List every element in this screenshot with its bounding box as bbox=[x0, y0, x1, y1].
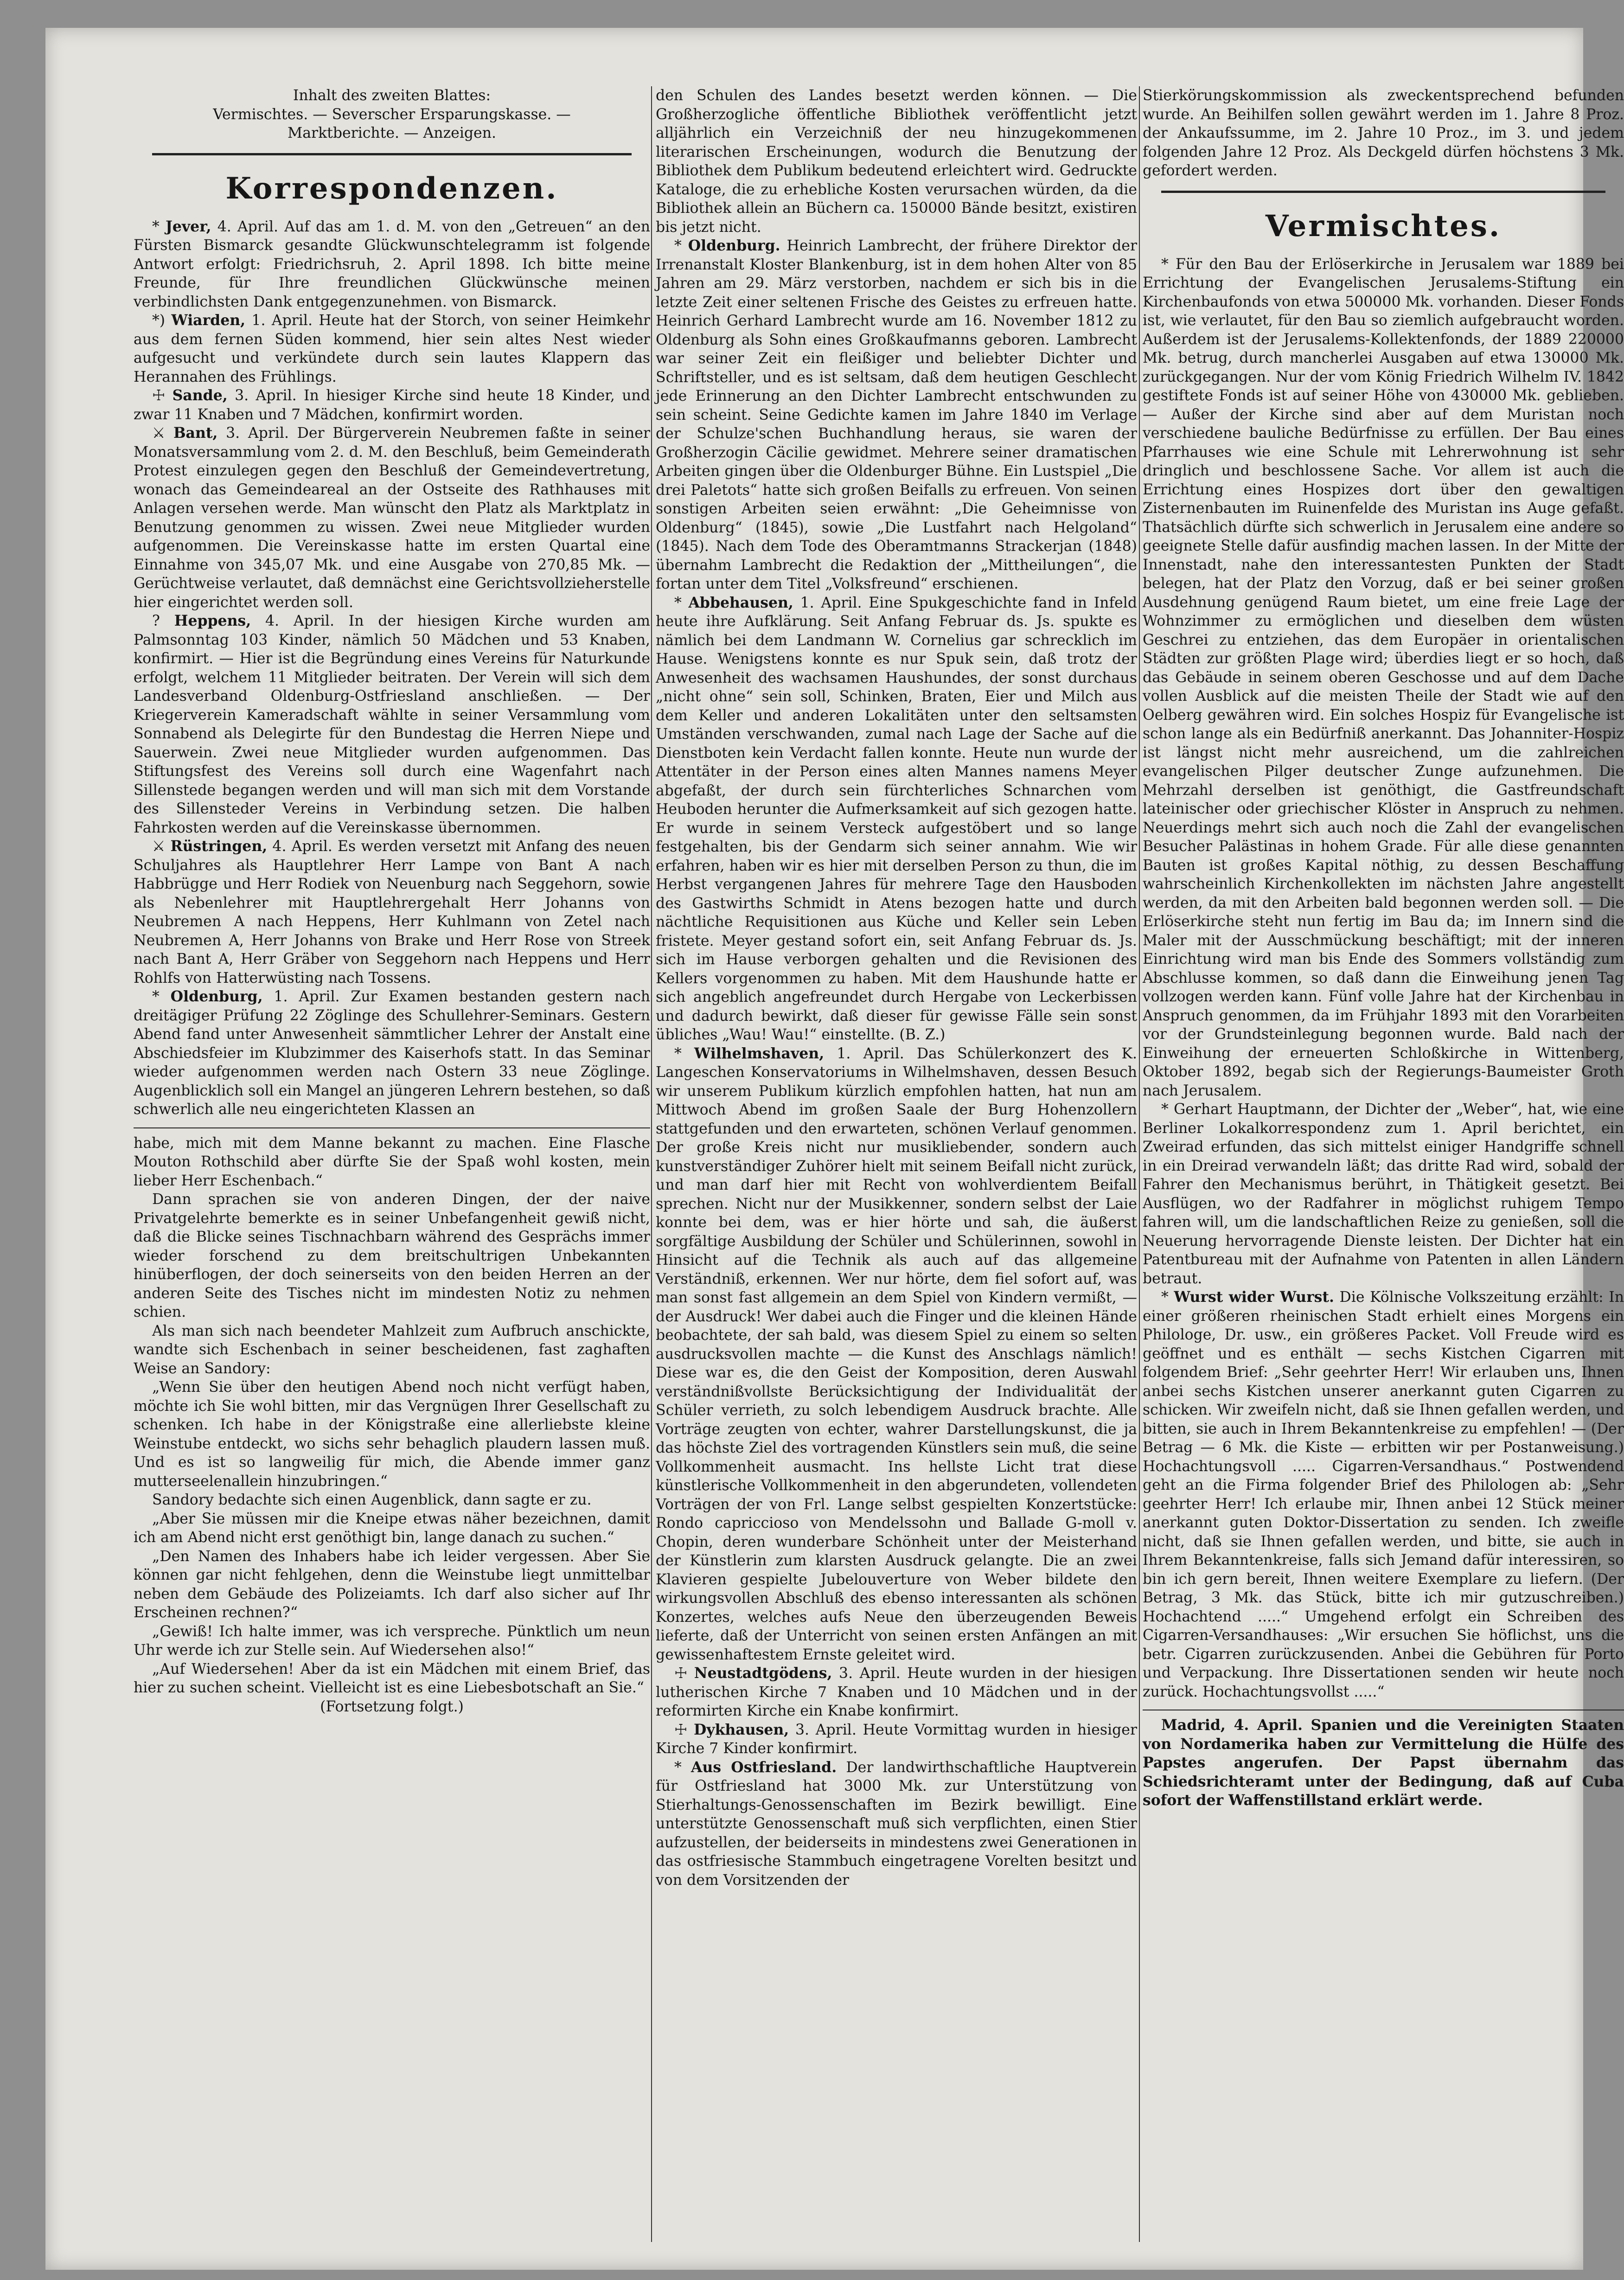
article-neustadtgoedens-text: 3. April. Heute wurden in der hiesigen lutherischen Kirche 7 Knaben und 10 Mädchen und in der reformirten Kirche ein Knabe konfirmirt. bbox=[656, 1665, 1138, 1719]
section-heading-korrespondenzen: Korrespondenzen. bbox=[225, 171, 558, 206]
feuilleton-paragraph: „Den Namen des Inhabers habe ich leider vergessen. Aber Sie können gar nicht fehlgehen, denn die Weinstube liegt unmittelbar neben dem Gebäude des Polizeiamts. Ich darf also sicher auf Ihr Erscheinen rechnen?“ bbox=[134, 1548, 650, 1621]
article-ostfriesland-text: Der landwirthschaftliche Hauptverein für Ostfriesland hat 3000 Mk. zur Unterstützung von Stierhaltungs-Genossenschaften im Bezirk bewilligt. Eine unterstützte Genossenschaft muß sich verpflichten, einen Stier aufzustellen, der beiderseits in mindestens zwei Generationen in das ostfriesische Stammbuch eingetragene Vorelten besitzt und von dem Vorsitzenden der bbox=[656, 1759, 1138, 1889]
article-ruestringen-text: 4. April. Es werden versetzt mit Anfang des neuen Schuljahres als Hauptlehrer Herr Lampe von Bant A nach Habbrügge und Herr Rodiek von Neuenburg nach Seggehorn, sowie als Nebenlehrer mit Hauptlehrergehalt Herr Johanns von Neubremen A nach Heppens, Herr Kuhlmann von Zetel nach Neubremen A, Herr Johanns von Brake und Herr Rose von Streek nach Bant A, Herr Gräber von Seggehorn nach Heppens und Herr Rohlfs von Hatterwüsting nach Tossens. bbox=[134, 838, 650, 986]
article-erloeserkirche: * Für den Bau der Erlöserkirche in Jerusalem war 1889 bei Errichtung der Evangelischen Jerusalems-Stiftung ein Kirchenbaufonds von etwa 500000 Mk. vorhanden. Dieser Fonds ist, wie verlautet, für den Bau so ziemlich aufgebraucht worden. Außerdem ist der Jerusalems-Kollektenfonds, der 1889 220000 Mk. betrug, durch mancherlei Ausgaben auf etwa 130000 Mk. zurückgegangen. Nur der vom König Friedrich Wilhelm IV. 1842 gestiftete Fonds ist auf seiner Höhe von 430000 Mk. geblieben. — Außer der Kirche sind aber auf dem Muristan noch verschiedene bauliche Bedürfnisse zu erfüllen. Der Bau eines Pfarrhauses wie eine Schule mit Lehrerwohnung ist sehr dringlich und beschlossene Sache. Vor allem ist auch die Errichtung eines Hospizes dort über den gewaltigen Zisternenbauten im Ruinenfelde des Muristan ins Auge gefaßt. Thatsächlich dürfte sich schwerlich in Jerusalem eine andere so geeignete Stelle dafür ausfindig machen lassen. In der Mitte der Innenstadt, nahe den interessantesten Punkten der Stadt belegen, hat der Platz den Vorzug, daß er bei seiner großen Ausdehnung genügend Raum bietet, um eine freie Lage der Wohnzimmer zu ermöglichen und dieselben dem wüsten Geschrei zu entziehen, das dem Europäer in orientalischen Städten zur größten Plage wird; überdies liegt er so hoch, daß das Gebäude in seinem oberen Geschosse und auf dem Dache vollen Ausblick auf die meisten Theile der Stadt wie auf den Oelberg gewähren wird. Ein solches Hospiz für Evangelische ist schon lange als ein Bedürfniß anerkannt. Das Johanniter-Hospiz ist längst nicht mehr ausreichend, um die zahlreichen evangelischen Pilger deutscher Zunge aufzunehmen. Die Mehrzahl derselben ist genöthigt, die Gastfreundschaft lateinischer oder griechischer Klöster in Anspruch zu nehmen. Neuerdings mehrt sich auch noch die Zahl der evangelischen Besucher Palästinas in hohem Grade. Für alle diese genannten Bauten ist großes Kapital nöthig, zu dessen Beschaffung wahrscheinlich Kirchenkollekten im nächsten Jahre angestellt werden, da mit den Arbeiten bald begonnen werden soll. — Die Erlöserkirche steht nun fertig im Bau da; im Innern sind die Maler mit der Ausschmückung beschäftigt; mit der inneren Einrichtung wird man bis Ende des Sommers vollständig zum Abschlusse kommen, so daß dann die Einweihung jenen Tag vollzogen werden kann. Fünf volle Jahre hat der Kirchenbau in Anspruch genommen, da im Frühjahr 1893 mit den Vorarbeiten vor der Grundsteinlegung begonnen wurde. Bald nach der Einweihung der erneuerten Schloßkirche in Wittenberg, Oktober 1892, begab sich der Regierungs-Baumeister Groth nach Jerusalem. bbox=[1143, 256, 1624, 1099]
article-wurst-heading: Wurst wider Wurst. bbox=[1174, 1288, 1334, 1306]
column-rule-right bbox=[1139, 86, 1140, 2242]
dateline-ostfriesland: Aus Ostfriesland. bbox=[691, 1758, 837, 1776]
feuilleton-paragraph: Dann sprachen sie von anderen Dingen, der der naive Privatgelehrte bemerkte es in seiner Unbefangenheit gewiß nicht, daß die Blicke seines Tischnachbarn während des Gesprächs immer wieder forschend zu dem breitschultrigen Unbekannten hinüberflogen, der doch seinerseits von den beiden Herren an der anderen Seite des Tisches nicht im mindesten Notiz zu nehmen schien. bbox=[134, 1191, 650, 1320]
article-dykhausen-text: 3. April. Heute Vormittag wurden in hiesiger Kirche 7 Kinder konfirmirt. bbox=[656, 1721, 1137, 1757]
article-wurst: * Wurst wider Wurst. Die Kölnische Volkszeitung erzählt: In einer größeren rheinischen Stadt erhielt eines Morgens ein Philologe, Dr. usw., ein größeres Packet. Voll Freude wird es geöffnet und es enthält — sechs Kistchen Cigarren mit folgendem Brief: „Sehr geehrter Herr! Wir erlauben uns, Ihnen anbei sechs Kistchen unserer anerkannt guten Cigarren zu schicken. Wir zweifeln nicht, daß sie Ihnen gefallen werden, und bitten, sie auch in Ihrem Bekanntenkreise zu empfehlen! — (Der Betrag — 6 Mk. die Kiste — erbitten wir per Postanweisung.) Hochachtungsvoll ..... Cigarren-Versandhaus.“ Postwendend geht an die Firma folgender Brief des Philologen ab: „Sehr geehrter Herr! Ich erlaube mir, Ihnen anbei 12 Stück meiner anerkannt guten Doktor-Dissertation zu senden. Ich zweifle nicht, daß sie Ihnen gefallen werden, und bitte, sie auch in Ihrem Bekanntenkreise, falls sich Jemand dafür interessiren, so bin ich gern bereit, Ihnen weitere Exemplare zu liefern. (Der Betrag, 3 Mk. das Stück, bitte ich mir gutzuschreiben.) Hochachtend .....“ Umgehend erfolgt ein Schreiben des Cigarren-Versandhauses: „Wir ersuchen Sie höflichst, uns die betr. Cigarren zurückzusenden. Anbei die Gebühren für Porto und Verpackung. Ihre Dissertationen senden wir heute noch zurück. Hochachtungsvollst .....“ bbox=[1143, 1288, 1624, 1700]
article-wurst-text: Die Kölnische Volkszeitung erzählt: In einer größeren rheinischen Stadt erhielt eines Morgens ein Philologe, Dr. usw., ein größeres Packet. Voll Freude wird es geöffnet und es enthält — sechs Kistchen Cigarren mit folgendem Brief: „Sehr geehrter Herr! Wir erlauben uns, Ihnen anbei sechs Kistchen unserer anerkannt guten Cigarren zu schicken. Wir zweifeln nicht, daß sie Ihnen gefallen werden, und bitten, sie auch in Ihrem Bekanntenkreise zu empfehlen! — (Der Betrag — 6 Mk. die Kiste — erbitten wir per Postanweisung.) Hochachtungsvoll ..... Cigarren-Versandhaus.“ Postwendend geht an die Firma folgender Brief des Philologen ab: „Sehr geehrter Herr! Ich erlaube mir, Ihnen anbei 12 Stück meiner anerkannt guten Doktor-Dissertation zu senden. Ich zweifle nicht, daß sie Ihnen gefallen werden, und bitte, sie auch in Ihrem Bekanntenkreise, falls sich Jemand dafür interessiren, so bin ich gern bereit, Ihnen weitere Exemplare zu liefern. (Der Betrag, 3 Mk. das Stück, bitte ich mir gutzuschreiben.) Hochachtend .....“ Umgehend erfolgt ein Schreiben des Cigarren-Versandhauses: „Wir ersuchen Sie höflichst, uns die betr. Cigarren zurückzusenden. Anbei die Gebühren für Porto und Verpackung. Ihre Dissertationen senden wir heute noch zurück. Hochachtungsvollst .....“ bbox=[1143, 1289, 1624, 1700]
article-abbehausen: * Abbehausen, 1. April. Eine Spukgeschichte fand in Infeld heute ihre Aufklärung. Seit Anfang Februar ds. Js. spukte es nämlich bei dem Landmann W. Cornelius gar schrecklich im Hause. Wenigstens konnte es nur Spuk sein, daß trotz der Anwesenheit des wachsamen Haushundes, der sonst durchaus „nicht ohne“ sein soll, Schinken, Braten, Eier und Milch aus dem Keller und anderen Lokalitäten unter den seltsamsten Umständen verschwanden, zumal nach Lage der Sache auf die Dienstboten kein Verdacht fallen konnte. Heute nun wurde der Attentäter in der Person eines alten Mannes namens Meyer abgefaßt, der durch sein fürchterliches Schnarchen vom Heuboden herunter die Aufmerksamkeit auf sich gezogen hatte. Er wurde in seinem Versteck aufgestöbert und so lange festgehalten, bis der Gendarm sich seiner annahm. Wie wir erfahren, haben wir es hier mit derselben Person zu thun, die im Herbst vergangenen Jahres für mehrere Tage den Hausboden des Gastwirths Schmidt in Atens bezogen hatte und durch nächtliche Requisitionen aus Küche und Keller sein Leben fristete. Meyer gestand sofort ein, seit Anfang Februar ds. Js. sich im Hause verborgen gehalten und die Revisionen des Kellers vorgenommen zu haben. Mit dem Haushunde hatte er sich angeblich angefreundet durch Hergabe von Leckerbissen und dadurch bewirkt, daß dieser für gewisse Fälle sein sonst übliches „Wau! Wau!“ einstellte. (B. Z.) bbox=[656, 594, 1138, 1043]
dateline-oldenburg-2: Oldenburg. bbox=[688, 237, 780, 254]
column-2 bbox=[656, 86, 1137, 2247]
article-oldenburg-2-text: Heinrich Lambrecht, der frühere Direktor der Irrenanstalt Kloster Blankenburg, ist in dem hohen Alter von 85 Jahren am 29. März verstorben, nachdem er sich bis in die letzte Zeit einer seltenen Frische des Geistes zu erfreuen hatte. Heinrich Gerhard Lambrecht wurde am 16. November 1812 zu Oldenburg als Sohn eines Großkaufmanns geboren. Lambrecht war seiner Zeit ein fleißiger und beliebter Dichter und Schriftsteller, und es ist seltsam, daß dem heutigen Geschlecht jede Erinnerung an den Dichter Lambrecht entschwunden zu sein scheint. Seine Gedichte kamen im Jahre 1840 im Verlage der Schulze'schen Buchhandlung heraus, sie waren der Großherzogin Cäcilie gewidmet. Mehrere seiner dramatischen Arbeiten gingen über die Oldenburger Bühne. Ein Lustspiel „Die drei Paletots“ hatte sich großen Beifalls zu erfreuen. Von seinen sonstigen Arbeiten seien erwähnt: „Die Geheimnisse von Oldenburg“ (1845), sowie „Die Lustfahrt nach Helgoland“ (1845). Nach dem Tode des Oberamtmanns Strackerjan (1848) übernahm Lambrecht die Redaktion der „Mittheilungen“, die fortan unter dem Titel „Volksfreund“ erschienen. bbox=[656, 237, 1138, 592]
feuilleton-rule bbox=[134, 1127, 650, 1128]
dateline-heppens: Heppens, bbox=[174, 612, 251, 629]
article-ostfriesland: * Aus Ostfriesland. Der landwirthschaftliche Hauptverein für Ostfriesland hat 3000 Mk. zur Unterstützung von Stierhaltungs-Genossenschaften im Bezirk bewilligt. Eine unterstützte Genossenschaft muß sich verpflichten, einen Stier aufzustellen, der beiderseits in mindestens zwei Generationen in das ostfriesische Stammbuch eingetragene Vorelten besitzt und von dem Vorsitzenden der bbox=[656, 1758, 1138, 1889]
cross-icon: ☩ bbox=[674, 1665, 688, 1682]
article-abbehausen-text: 1. April. Eine Spukgeschichte fand in Infeld heute ihre Aufklärung. Seit Anfang Februar ds. Js. spukte es nämlich bei dem Landmann W. Cornelius gar schrecklich im Hause. Wenigstens konnte es nur Spuk sein, daß trotz der Anwesenheit des wachsamen Haushundes, der sonst durchaus „nicht ohne“ sein soll, Schinken, Braten, Eier und Milch aus dem Keller und anderen Lokalitäten unter den seltsamsten Umständen verschwanden, zumal nach Lage der Sache auf die Dienstboten kein Verdacht fallen konnte. Heute nun wurde der Attentäter in der Person eines alten Mannes namens Meyer abgefaßt, der durch sein fürchterliches Schnarchen vom Heuboden herunter die Aufmerksamkeit auf sich gezogen hatte. Er wurde in seinem Versteck aufgestöbert und so lange festgehalten, bis der Gendarm sich seiner annahm. Wie wir erfahren, haben wir es hier mit derselben Person zu thun, die im Herbst vergangenen Jahres für mehrere Tage den Hausboden des Gastwirths Schmidt in Atens bezogen hatte und durch nächtliche Requisitionen aus Küche und Keller sein Leben fristete. Meyer gestand sofort ein, seit Anfang Februar ds. Js. sich im Hause verborgen gehalten und die Revisionen des Kellers vorgenommen zu haben. Mit dem Haushunde hatte er sich angeblich angefreundet durch Hergabe von Leckerbissen und dadurch bewirkt, daß dieser für gewisse Fälle sein sonst übliches „Wau! Wau!“ einstellte. (B. Z.) bbox=[656, 594, 1138, 1043]
article-wilhelmshaven-text: 1. April. Das Schülerkonzert des K. Langeschen Konservatoriums in Wilhelmshaven, dessen Besuch wir unserem Publikum kürzlich empfohlen hatten, hat nun am Mittwoch Abend im großen Saale der Burg Hohenzollern stattgefunden und den erwarteten, schönen Verlauf genommen. Der große Kreis nicht nur musikliebender, sondern auch kunstverständiger Zuhörer hielt mit seinem Beifall nicht zurück, und man darf hier mit Recht von wohlverdientem Beifall sprechen. Nicht nur der Musikkenner, sondern selbst der Laie konnte bei dem, was er hier hörte und sah, die äußerst sorgfältige Ausbildung der Schüler und Schülerinnen, sowohl in Hinsicht auf die Technik als auch auf das allgemeine Verständniß, erkennen. Wer nur hörte, dem fiel sofort auf, was man sonst fast allgemein an dem Spiel von Kindern vermißt, — der Ausdruck! Wer dabei auch die Finger und die kleinen Hände beobachtete, der sah bald, was diesem Spiel zu einem so selten ausdrucksvollen machte — die Kunst des Anschlags nämlich! Diese war es, die den Geist der Komposition, deren Auswahl verständnißvollste Berücksichtigung der Individualität der Schüler verrieth, zu solch lebendigem Ausdruck brachte. Alle Vorträge zeugten von echter, wahrer Darstellungskunst, die ja das höchste Ziel des vortragenden Künstlers sein muß, die seine Vollkommenheit ausmacht. Ins hellste Licht trat diese künstlerische Vollkommenheit in den abgerundeten, vollendeten Vorträgen der von Frl. Lange selbst gespielten Konzertstücke: Rondo capriccioso von Mendelssohn und Ballade G-moll v. Chopin, deren wunderbare Schönheit unter der Meisterhand der Künstlerin zum klarsten Ausdruck gelangte. Die an zwei Klavieren gespielte Jubelouverture von Weber bildete den wirkungsvollen Abschluß des ebenso interessanten als schönen Konzertes, welches aufs Neue den überzeugenden Beweis lieferte, daß der Unterricht von seinen ersten Anfängen an mit gewissenhaftestem Ernste geleitet wird. bbox=[656, 1045, 1137, 1663]
article-oldenburg-1-text: 1. April. Zur Examen bestanden gestern nach dreitägiger Prüfung 22 Zöglinge des Schullehrer-Seminars. Gestern Abend fand unter Anwesenheit sämmtlicher Lehrer der Anstalt eine Abschiedsfeier im Klubzimmer des Kaiserhofs statt. In das Seminar wieder aufgenommen werden nach Ostern 33 neue Zöglinge. Augenblicklich soll ein Mangel an jüngeren Lehrern bestehen, so daß schwerlich alle neu eingerichteten Klassen an bbox=[134, 988, 650, 1118]
crossed-swords-icon: ⚔ bbox=[152, 425, 166, 442]
column-rule-left bbox=[651, 86, 652, 2242]
section-rule bbox=[1161, 191, 1605, 193]
feuilleton-paragraph: Als man sich nach beendeter Mahlzeit zum Aufbruch anschickte, wandte sich Eschenbach in seiner bescheidenen, fast zaghaften Weise an Sandory: bbox=[134, 1322, 650, 1377]
article-wiarden: *) Wiarden, 1. April. Heute hat der Storch, von seiner Heimkehr aus dem fernen Süden kommend, hier sein altes Nest wieder aufgesucht und verkündete durch sein lautes Klappern das Herannahen des Frühlings. bbox=[134, 312, 650, 385]
crossed-swords-icon: ⚔ bbox=[152, 838, 166, 855]
dateline-wilhelmshaven: Wilhelmshaven, bbox=[694, 1044, 825, 1062]
dateline-abbehausen: Abbehausen, bbox=[688, 594, 793, 611]
article-hauptmann-text: Gerhart Hauptmann, der Dichter der „Weber“, hat, wie eine Berliner Lokalkorrespondenz zum 1. April berichtet, ein Zweirad erfunden, das sich mittelst einiger Handgriffe schnell in ein Dreirad verwandeln läßt; das dritte Rad wird, sobald der Fahrer den Mechanismus berührt, in Thätigkeit gesetzt. Bei Ausflügen, wo der Radfahrer in möglichst ruhigem Tempo fahren will, um die landschaftlichen Reize zu genießen, soll die Neuerung hervorragende Dienste leisten. Der Dichter hat ein Patentbureau mit der Aufnahme von Patenten in allen Ländern betraut. bbox=[1143, 1101, 1624, 1287]
feuilleton-paragraph: „Gewiß! Ich halte immer, was ich verspreche. Pünktlich um neun Uhr werde ich zur Stelle sein. Auf Wiedersehen also!“ bbox=[134, 1623, 650, 1659]
article-jever: * Jever, 4. April. Auf das am 1. d. M. von den „Getreuen“ an den Fürsten Bismarck gesandte Glückwunschtelegramm ist folgende Antwort erfolgt: Friedrichsruh, 2. April 1898. Ich bitte meine Freunde, für Ihre freundlichen Glückwünsche meinen verbindlichsten Dank entgegenzunehmen. von Bismarck. bbox=[134, 218, 651, 310]
dateline-neustadtgoedens: Neustadtgödens, bbox=[694, 1665, 832, 1682]
article-dykhausen bbox=[656, 1721, 1137, 1758]
article-sande-text: 3. April. In hiesiger Kirche sind heute 18 Kinder, und zwar 11 Knaben und 7 Mädchen, konfirmirt worden. bbox=[134, 387, 651, 423]
contents-title: Inhalt des zweiten Blattes: bbox=[293, 87, 491, 104]
article-wilhelmshaven: * Wilhelmshaven, 1. April. Das Schülerkonzert des K. Langeschen Konservatoriums in Wilhelmshaven, dessen Besuch wir unserem Publikum kürzlich empfohlen hatten, hat nun am Mittwoch Abend im großen Saale der Burg Hohenzollern stattgefunden und den erwarteten, schönen Verlauf genommen. Der große Kreis nicht nur musikliebender, sondern auch kunstverständiger Zuhörer hielt mit seinem Beifall nicht zurück, und man darf hier mit Recht von wohlverdientem Beifall sprechen. Nicht nur der Musikkenner, sondern selbst der Laie konnte bei dem, was er hier hörte und sah, die äußerst sorgfältige Ausbildung der Schüler und Schülerinnen, sowohl in Hinsicht auf die Technik als auch auf das allgemeine Verständniß, erkennen. Wer nur hörte, dem fiel sofort auf, was man sonst fast allgemein an dem Spiel von Kindern vermißt, — der Ausdruck! Wer dabei auch die Finger und die kleinen Hände beobachtete, der sah bald, was diesem Spiel zu einem so selten ausdrucksvollen machte — die Kunst des Anschlags nämlich! Diese war es, die den Geist der Komposition, deren Auswahl verständnißvollste Berücksichtigung der Individualität der Schüler verrieth, zu solch lebendigem Ausdruck brachte. Alle Vorträge zeugten von echter, wahrer Darstellungskunst, die ja das höchste Ziel des vortragenden Künstlers sein muß, die seine Vollkommenheit ausmacht. Ins hellste Licht trat diese künstlerische Vollkommenheit in den abgerundeten, vollendeten Vorträgen der von Frl. Lange selbst gespielten Konzertstücke: Rondo capriccioso von Mendelssohn und Ballade G-moll v. Chopin, deren wunderbare Schönheit unter der Meisterhand der Künstlerin zum klarsten Ausdruck gelangte. Die an zwei Klavieren gespielte Jubelouverture von Weber bildete den wirkungsvollen Abschluß des ebenso interessanten als schönen Konzertes, welches aufs Neue den überzeugenden Beweis lieferte, daß der Unterricht von seinen ersten Anfängen an mit gewissenhaftestem Ernste geleitet wird. bbox=[656, 1044, 1137, 1663]
dateline-jever: Jever, bbox=[165, 218, 211, 235]
article-hauptmann: * Gerhart Hauptmann, der Dichter der „Weber“, hat, wie eine Berliner Lokalkorrespondenz zum 1. April berichtet, ein Zweirad erfunden, das sich mittelst einiger Handgriffe schnell in ein Dreirad verwandeln läßt; das dritte Rad wird, sobald der Fahrer den Mechanismus berührt, in Thätigkeit gesetzt. Bei Ausflügen, wo der Radfahrer in möglichst ruhigem Tempo fahren will, um die landschaftlichen Reize zu genießen, soll die Neuerung hervorragende Dienste leisten. Der Dichter hat ein Patentbureau mit der Aufnahme von Patenten in allen Ländern betraut. bbox=[1143, 1101, 1624, 1287]
article-heppens-text: 4. April. In der hiesigen Kirche wurden am Palmsonntag 103 Kinder, nämlich 50 Mädchen und 53 Knaben, konfirmirt. — Hier ist die Begründung eines Vereins für Naturkunde erfolgt, welchem 11 Mitglieder beitraten. Der Verein will sich dem Landesverband Oldenburg-Ostfriesland anschließen. — Der Kriegerverein Kameradschaft wählte in seiner Versammlung vom Sonnabend als Delegirte für den Bundestag die Herren Niepe und Sauerwein. Zwei neue Mitglieder wurden aufgenommen. Das Stiftungsfest des Vereins soll durch eine Wagenfahrt nach Sillenstede begangen werden und will man sich mit dem Vorstande des Sillensteder Vereins in Verbindung setzen. Die halben Fahrkosten werden auf die Vereinskasse übernommen. bbox=[134, 613, 651, 836]
dateline-wiarden: Wiarden, bbox=[171, 312, 246, 329]
article-neustadtgoedens bbox=[656, 1664, 1137, 1721]
article-bant-text: 3. April. Der Bürgerverein Neubremen faßte in seiner Monatsversammlung vom 2. d. M. den Beschluß, beim Gemeinderath Protest einzulegen gegen den Beschluß der Gemeindevertretung, wonach das Gemeindeareal an der Ostseite des Rathhauses mit Anlagen versehen werde. Man wünscht den Platz als Marktplatz in Benutzung genommen zu wissen. Zwei neue Mitglieder wurden aufgenommen. Die Vereinskasse hatte im ersten Quartal eine Einnahme von 345,07 Mk. und eine Ausgabe von 270,85 Mk. — Gerüchtweise verlautet, daß demnächst eine Gerichtsvollzieherstelle hier eingerichtet werden soll. bbox=[134, 425, 650, 611]
contents-line-1: Vermischtes. — Severscher Ersparungskasse. — bbox=[213, 106, 571, 123]
article-wiarden-text: 1. April. Heute hat der Storch, von seiner Heimkehr aus dem fernen Süden kommend, hier sein altes Nest wieder aufgesucht und verkündete durch sein lautes Klappern das Herannahen des Frühlings. bbox=[134, 312, 650, 385]
article-oldenburg-1: * Oldenburg, 1. April. Zur Examen bestanden gestern nach dreitägiger Prüfung 22 Zöglinge des Schullehrer-Seminars. Gestern Abend fand unter Anwesenheit sämmtlicher Lehrer der Anstalt eine Abschiedsfeier im Klubzimmer des Kaiserhofs statt. In das Seminar wieder aufgenommen werden nach Ostern 33 neue Zöglinge. Augenblicklich soll ein Mangel an jüngeren Lehrern bestehen, so daß schwerlich alle neu eingerichteten Klassen an bbox=[134, 988, 650, 1118]
section-heading-vermischtes: Vermischtes. bbox=[1265, 208, 1502, 243]
dateline-bant: Bant, bbox=[173, 424, 218, 442]
dateline-sande: Sande, bbox=[172, 387, 228, 404]
article-ruestringen bbox=[134, 837, 650, 987]
feuilleton-paragraph: Sandory bedachte sich einen Augenblick, dann sagte er zu. bbox=[152, 1492, 592, 1508]
article-jever-text: 4. April. Auf das am 1. d. M. von den „Getreuen“ an den Fürsten Bismarck gesandte Glückwunschtelegramm ist folgende Antwort erfolgt: Friedrichsruh, 2. April 1898. Ich bitte meine Freunde, für Ihre freundlichen Glückwünsche meinen verbindlichsten Dank entgegenzunehmen. von Bismarck. bbox=[134, 218, 651, 310]
column-1 bbox=[134, 86, 650, 2247]
article-continuation: Stierkörungskommission als zweckentsprechend befunden wurde. An Beihilfen sollen gewährt werden im 1. Jahre 8 Proz. der Ankaufssumme, im 2. Jahre 10 Proz., im 3. und jedem folgenden Jahre 12 Proz. Als Deckgeld dürfen höchstens 3 Mk. gefordert werden. bbox=[1143, 87, 1624, 179]
telegram-madrid: Madrid, 4. April. Spanien und die Vereinigten Staaten von Nordamerika haben zur Vermittelung die Hülfe des Papstes angerufen. Der Papst übernahm das Schiedsrichteramt unter der Bedingung, daß auf Cuba sofort der Waffenstillstand erklärt werde. bbox=[1143, 1716, 1624, 1809]
article-sande bbox=[134, 386, 650, 424]
cross-icon: ☩ bbox=[152, 387, 166, 404]
contents-line-2: Marktberichte. — Anzeigen. bbox=[288, 125, 496, 141]
column-3 bbox=[1143, 86, 1624, 2247]
dateline-oldenburg-1: Oldenburg, bbox=[170, 988, 263, 1005]
article-bant bbox=[134, 424, 650, 612]
article-continuation: den Schulen des Landes besetzt werden können. — Die Großherzogliche öffentliche Bibliothek veröffentlicht jetzt alljährlich ein Verzeichniß der neu hinzugekommenen literarischen Erscheinungen, wodurch die Benutzung der Bibliothek dem Publikum bedeutend erleichtert wird. Gedruckte Kataloge, die zu erhebliche Kosten verursachen würden, da die Bibliothek allein an Büchern ca. 150000 Bände besitzt, existiren bis jetzt nicht. bbox=[656, 87, 1137, 236]
feuilleton-paragraph: „Wenn Sie über den heutigen Abend noch nicht verfügt haben, möchte ich Sie wohl bitten, mir das Vergnügen Ihrer Gesellschaft zu schenken. Ich habe in der Königstraße eine allerliebste kleine Weinstube entdeckt, wo sichs sehr behaglich plaudern lassen muß. Und es ist so langweilig für mich, die Abende immer ganz mutterseelenallein hinzubringen.“ bbox=[134, 1379, 650, 1490]
dateline-dykhausen: Dykhausen, bbox=[693, 1721, 789, 1738]
feuilleton-continuation: (Fortsetzung folgt.) bbox=[320, 1698, 464, 1715]
feuilleton-paragraph: habe, mich mit dem Manne bekannt zu machen. Eine Flasche Mouton Rothschild aber dürfte Sie der Spaß wohl kosten, mein lieber Herr Eschenbach.“ bbox=[134, 1134, 650, 1189]
feuilleton-paragraph: „Auf Wiedersehen! Aber da ist ein Mädchen mit einem Brief, das hier zu suchen scheint. Vielleicht ist es eine Liebesbotschaft an Sie.“ bbox=[134, 1660, 650, 1696]
article-heppens: ? Heppens, 4. April. In der hiesigen Kirche wurden am Palmsonntag 103 Kinder, nämlich 50 Mädchen und 53 Knaben, konfirmirt. — Hier ist die Begründung eines Vereins für Naturkunde erfolgt, welchem 11 Mitglieder beitraten. Der Verein will sich dem Landesverband Oldenburg-Ostfriesland anschließen. — Der Kriegerverein Kameradschaft wählte in seiner Versammlung vom Sonnabend als Delegirte für den Bundestag die Herren Niepe und Sauerwein. Zwei neue Mitglieder wurden aufgenommen. Das Stiftungsfest des Vereins soll durch eine Wagenfahrt nach Sillenstede begangen werden und will man sich mit dem Vorstande des Sillensteder Vereins in Verbindung setzen. Die halben Fahrkosten werden auf die Vereinskasse übernommen. bbox=[134, 612, 651, 836]
section-rule bbox=[152, 153, 632, 155]
feuilleton-paragraph: „Aber Sie müssen mir die Kneipe etwas näher bezeichnen, damit ich am Abend nicht erst genöthigt bin, lange danach zu suchen.“ bbox=[134, 1510, 650, 1546]
article-oldenburg-2: * Oldenburg. Heinrich Lambrecht, der frühere Direktor der Irrenanstalt Kloster Blankenburg, ist in dem hohen Alter von 85 Jahren am 29. März verstorben, nachdem er sich bis in die letzte Zeit einer seltenen Frische des Geistes zu erfreuen hatte. Heinrich Gerhard Lambrecht wurde am 16. November 1812 zu Oldenburg als Sohn eines Großkaufmanns geboren. Lambrecht war seiner Zeit ein fleißiger und beliebter Dichter und Schriftsteller, und es ist seltsam, daß dem heutigen Geschlecht jede Erinnerung an den Dichter Lambrecht entschwunden zu sein scheint. Seine Gedichte kamen im Jahre 1840 im Verlage der Schulze'schen Buchhandlung heraus, sie waren der Großherzogin Cäcilie gewidmet. Mehrere seiner dramatischen Arbeiten gingen über die Oldenburger Bühne. Ein Lustspiel „Die drei Paletots“ hatte sich großen Beifalls zu erfreuen. Von seinen sonstigen Arbeiten seien erwähnt: „Die Geheimnisse von Oldenburg“ (1845), sowie „Die Lustfahrt nach Helgoland“ (1845). Nach dem Tode des Oberamtmanns Strackerjan (1848) übernahm Lambrecht die Redaktion der „Mittheilungen“, die fortan unter dem Titel „Volksfreund“ erschienen. bbox=[656, 237, 1138, 592]
dateline-ruestringen: Rüstringen, bbox=[170, 838, 268, 855]
newspaper-page bbox=[45, 28, 1624, 2270]
article-erloeserkirche-text: Für den Bau der Erlöserkirche in Jerusalem war 1889 bei Errichtung der Evangelischen Jerusalems-Stiftung ein Kirchenbaufonds von etwa 500000 Mk. vorhanden. Dieser Fonds ist, wie verlautet, für den Bau so ziemlich aufgebraucht worden. Außerdem ist der Jerusalems-Kollektenfonds, der 1889 220000 Mk. betrug, durch mancherlei Ausgaben auf etwa 130000 Mk. zurückgegangen. Nur der vom König Friedrich Wilhelm IV. 1842 gestiftete Fonds ist auf seiner Höhe von 430000 Mk. geblieben. — Außer der Kirche sind aber auf dem Muristan noch verschiedene bauliche Bedürfnisse zu erfüllen. Der Bau eines Pfarrhauses wie eine Schule mit Lehrerwohnung ist sehr dringlich und beschlossene Sache. Vor allem ist auch die Errichtung eines Hospizes dort über den gewaltigen Zisternenbauten im Ruinenfelde des Muristan ins Auge gefaßt. Thatsächlich dürfte sich schwerlich in Jerusalem eine andere so geeignete Stelle dafür ausfindig machen lassen. In der Mitte der Innenstadt, nahe den interessantesten Punkten der Stadt belegen, hat der Platz den Vorzug, daß er bei seiner großen Ausdehnung genügend Raum bietet, um eine freie Lage der Wohnzimmer zu ermöglichen und dieselben dem wüsten Geschrei zu entziehen, das dem Europäer in orientalischen Städten zur größten Plage wird; überdies liegt er so hoch, daß das Gebäude in seinem oberen Geschosse und auf dem Dache vollen Ausblick auf die meisten Theile der Stadt wie auf den Oelberg gewähren wird. Ein solches Hospiz für Evangelische ist schon lange als ein Bedürfniß anerkannt. Das Johanniter-Hospiz ist längst nicht mehr ausreichend, um die zahlreichen evangelischen Pilger deutscher Zunge aufzunehmen. Die Mehrzahl derselben ist genöthigt, die Gastfreundschaft lateinischer oder griechischer Klöster in Anspruch zu nehmen. Neuerdings mehrt sich auch noch die Zahl der evangelischen Besucher Palästinas in hohem Grade. Für alle diese genannten Bauten ist großes Kapital nöthig, zu dessen Beschaffung wahrscheinlich Kirchenkollekten im nächsten Jahre angestellt werden, da mit den Arbeiten bald begonnen werden soll. — Die Erlöserkirche steht nun fertig im Bau da; im Innern sind die Maler mit der Ausschmückung beschäftigt; mit der inneren Einrichtung wird man bis Ende des Sommers vollständig zum Abschlusse kommen, so daß dann die Einweihung jenen Tag vollzogen werden kann. Fünf volle Jahre hat der Kirchenbau in Anspruch genommen, da im Frühjahr 1893 mit den Vorarbeiten vor der Grundsteinlegung begonnen wurde. Bald nach der Einweihung der erneuerten Schloßkirche in Wittenberg, Oktober 1892, begab sich der Regierungs-Baumeister Groth nach Jerusalem. bbox=[1143, 256, 1624, 1099]
cross-icon: ☩ bbox=[674, 1721, 688, 1738]
